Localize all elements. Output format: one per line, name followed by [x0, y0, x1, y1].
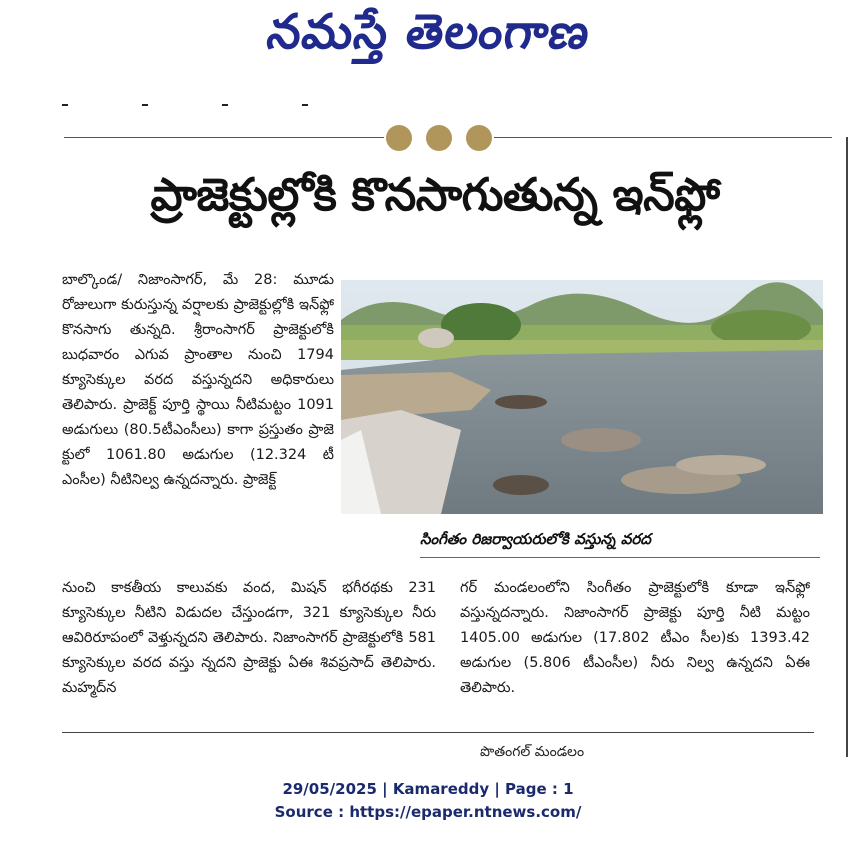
article-body-left: బాల్కొండ/ నిజాంసాగర్, మే 28: మూడు రోజులుగా కురుస్తున్న వర్షాలకు ప్రాజెక్టుల్లోకి ఇన్‌ఫ్లో కొనసాగు తున్నది. శ్రీరాంసాగర్ ప్రాజెక్టులోకి బుధవారం ఎగువ ప్రాంతాల నుంచి 1794 క్యూసెక్కుల వరద వస్తున్నదని అధికారులు తెలిపారు. ప్రాజెక్ట్ పూర్తి స్థాయి నీటిమట్టం 1091 అడుగులు (80.5టీఎంసీలు) కాగా ప్రస్తుతం ప్రాజె క్టులో 1061.80 అడుగుల (12.324 టీ ఎంసీల) నీటినిల్వ ఉన్నదన్నారు. ప్రాజెక్ట్ [62, 272, 334, 488]
article-headline: ప్రాజెక్టుల్లోకి కొనసాగుతున్న ఇన్‌ఫ్లో [150, 168, 720, 221]
bottom-divider [62, 732, 814, 733]
article-body-bottom-right: గర్ మండలంలోని సింగీతం ప్రాజెక్టులోకి కూడా ఇన్‌ఫ్లో వస్తున్నదన్నారు. నిజాంసాగర్ ప్రాజెక్టు పూర్తి నీటి మట్టం 1405.00 అడుగుల (17.802 టీఎం సీల)కు 1393.42 అడుగుల (5.806 టీఎంసీల) నీరు నిల్వ ఉన్నదని ఏఈ తెలిపారు. [460, 580, 810, 696]
footer [0, 778, 856, 824]
ornament-dots [384, 125, 494, 151]
photo-caption: సింగీతం రిజర్వాయరులోకి వస్తున్న వరద [420, 530, 651, 548]
masthead-rule [62, 104, 362, 106]
footer-date-line: 29/05/2025 | Kamareddy | Page : 1 [282, 780, 574, 798]
column-edge-rule [846, 137, 848, 757]
ornament-dot [386, 125, 412, 151]
reservoir-photo [341, 280, 823, 514]
footer-source-link[interactable]: Source : https://epaper.ntnews.com/ [274, 803, 582, 821]
ornament-dot [466, 125, 492, 151]
reservoir-photo-illustration [341, 280, 823, 514]
ornament-dot [426, 125, 452, 151]
caption-rule [420, 557, 820, 558]
masthead-logo: నమస్తే తెలంగాణ [263, 4, 595, 60]
next-article-fragment: పొతంగల్ మండలం [480, 744, 585, 760]
article-body-bottom-left: నుంచి కాకతీయ కాలువకు వంద, మిషన్ భగీరథకు 231 క్యూసెక్కుల నీటిని విడుదల చేస్తుండగా, 321 క్యూసెక్కుల నీరు ఆవిరిరూపంలో వెళ్తున్నదని తెలిపారు. నిజాంసాగర్ ప్రాజెక్టులోకి 581 క్యూసెక్కుల వరద వస్తు న్నదని ప్రాజెక్టు ఏఈ శివప్రసాద్ తెలిపారు. మహ్మద్‌న [62, 580, 436, 696]
